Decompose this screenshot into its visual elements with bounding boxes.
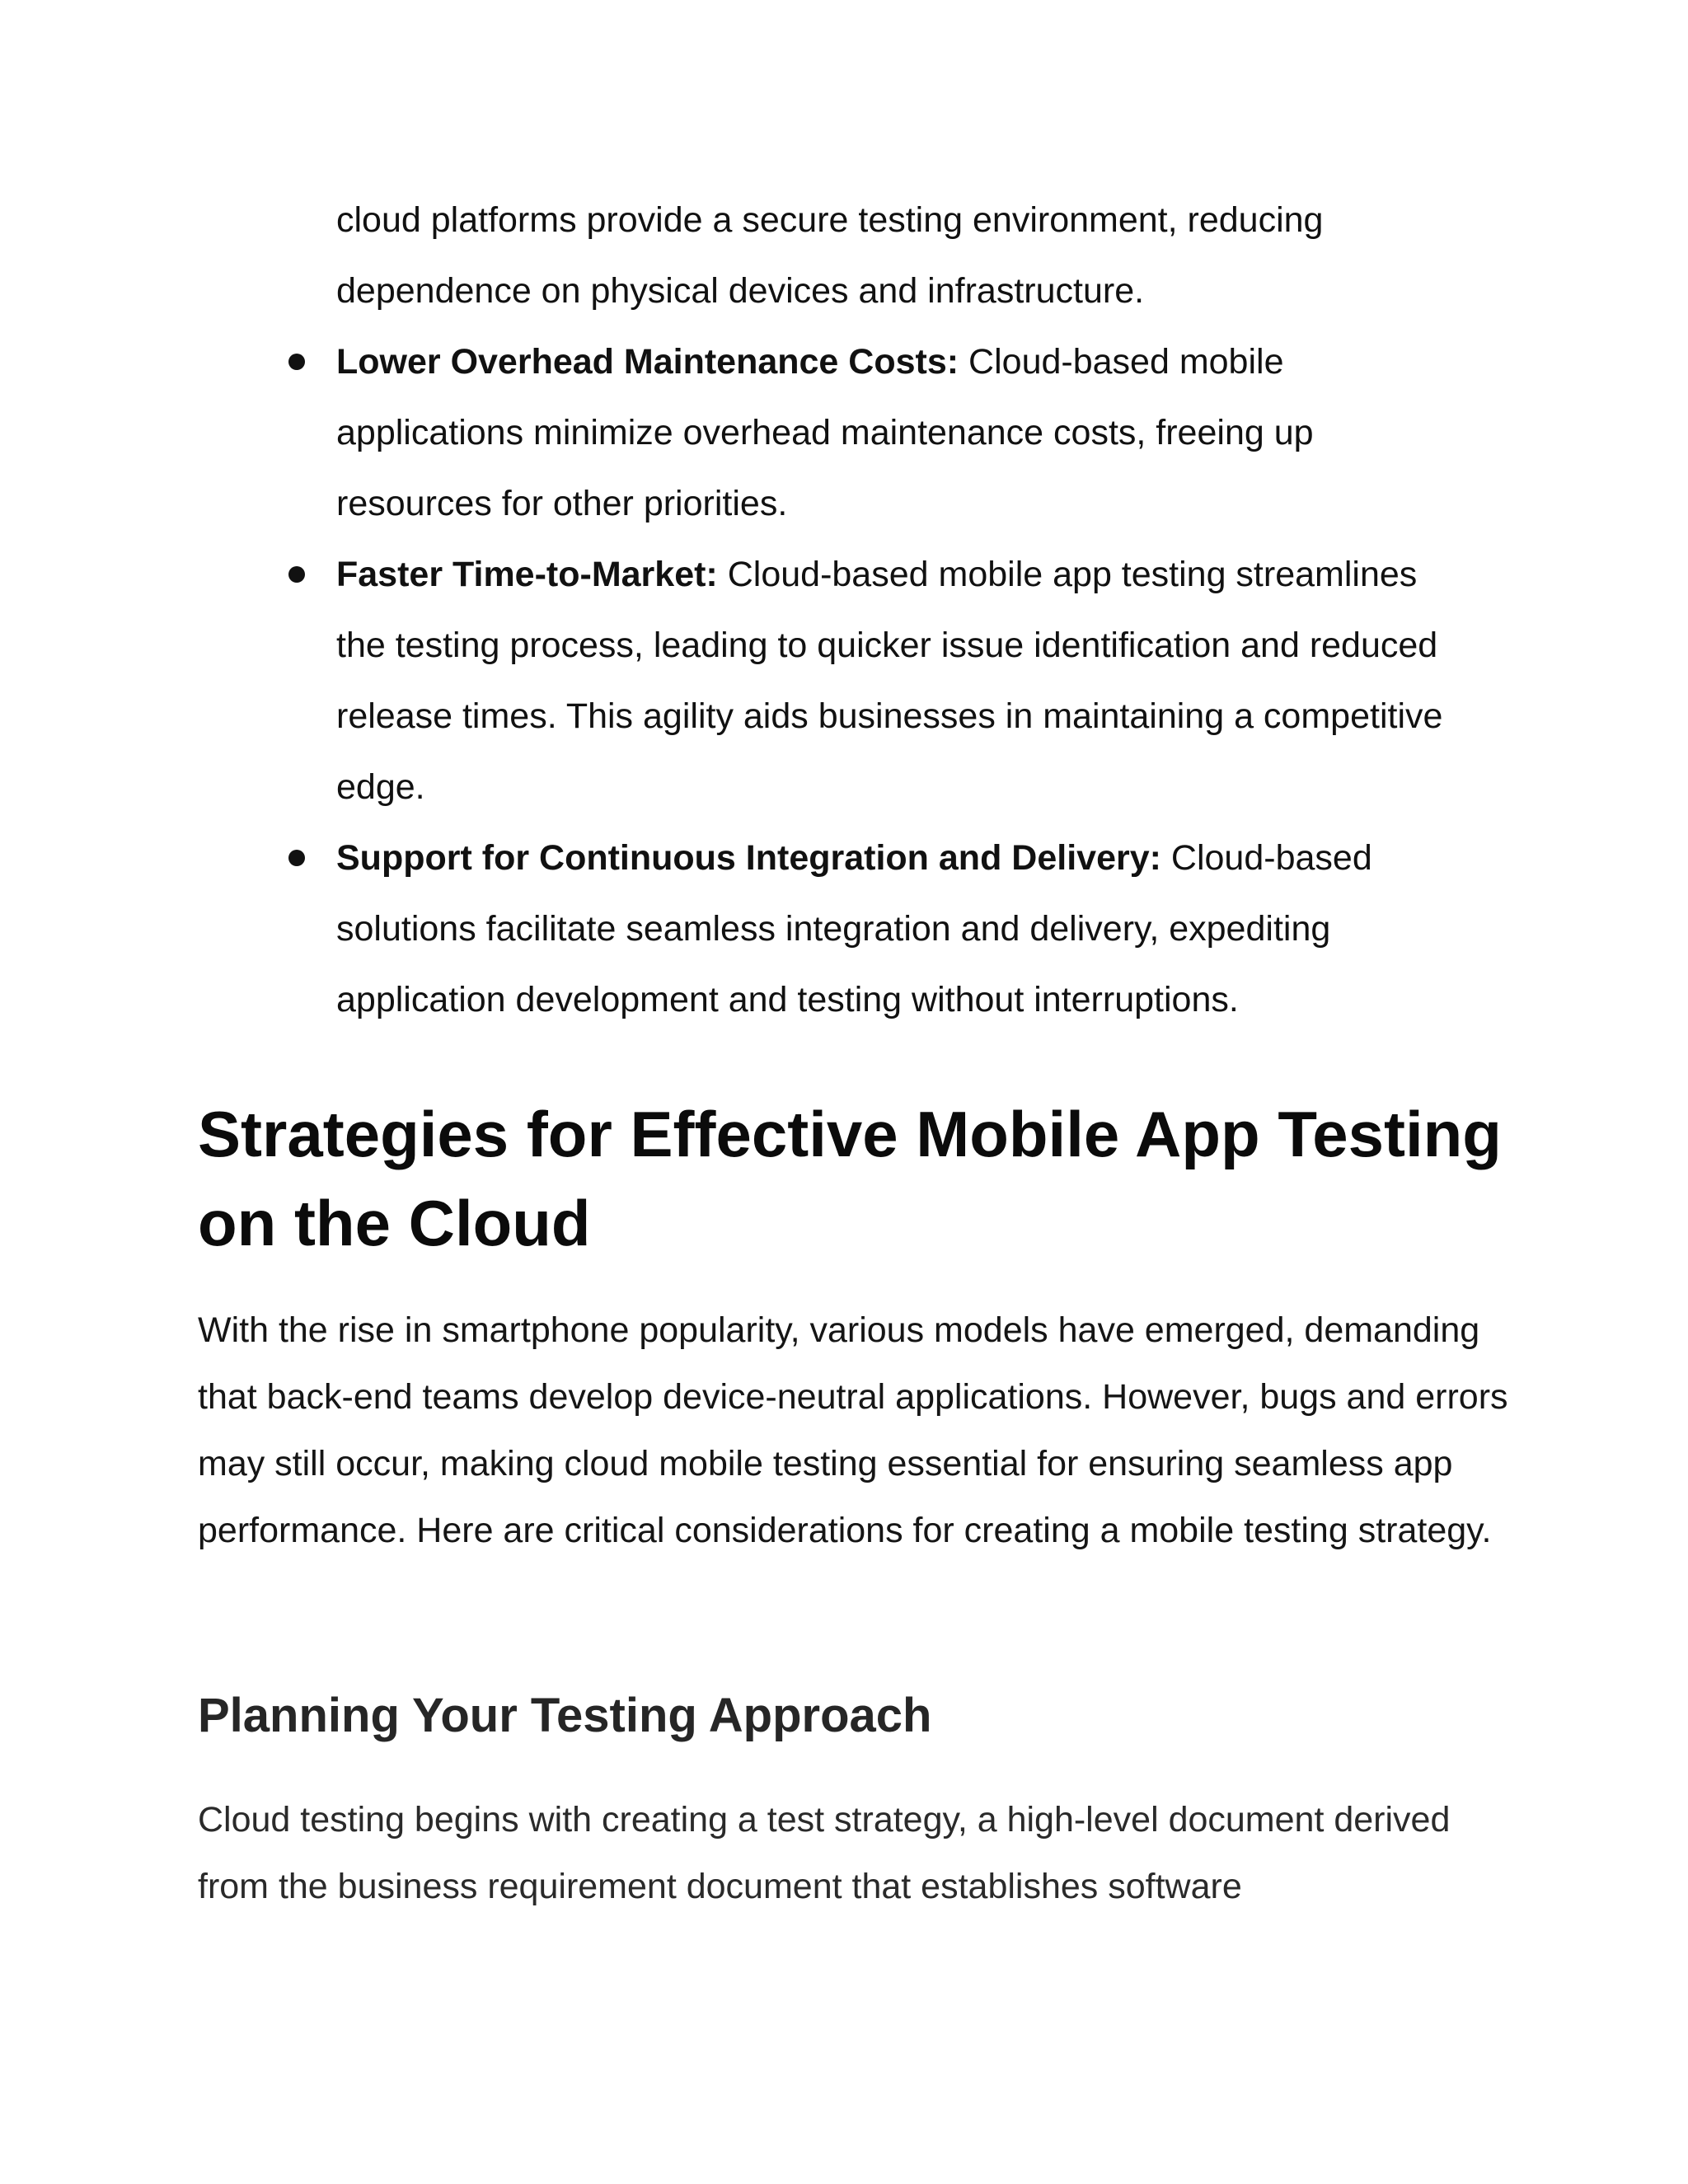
section-heading: Strategies for Effective Mobile App Testing on the Cloud [198,1098,1502,1259]
bullet-icon [288,354,305,370]
benefits-list [0,326,1688,1035]
list-item [0,823,1474,1035]
section-paragraph: With the rise in smartphone popularity, various models have emerged, demanding that back-end teams develop device-neutral applications. However, bugs and errors may still occur, making cloud mobile testing essential for ensuring seamless app performance. Here are critical considerations for creating a mobile testing strategy. [198,1310,1508,1550]
continuation-line-2: dependence on physical devices and infrastructure. [336,271,1145,311]
bullet-text: Cloud-based solutions facilitate seamless integration and delivery, expediting application development and testing without interruptions. [336,838,1372,1019]
list-item [0,326,1474,539]
bullet-term: Faster Time-to-Market: [336,555,718,594]
continuation-line-1: cloud platforms provide a secure testing environment, reducing [336,200,1324,240]
subsection-paragraph: Cloud testing begins with creating a test strategy, a high-level document derived from the business requirement document that establishes software [198,1800,1451,1906]
bullet-text: Cloud-based mobile applications minimize overhead maintenance costs, freeing up resources for other priorities. [336,342,1314,523]
bullet-text: Cloud-based mobile app testing streamlines the testing process, leading to quicker issue identification and reduced release times. This agility aids businesses in maintaining a competitive edge. [336,555,1443,807]
list-item [0,539,1474,823]
bullet-term: Support for Continuous Integration and Delivery: [336,838,1161,878]
subsection-heading: Planning Your Testing Approach [198,1689,932,1742]
bullet-term: Lower Overhead Maintenance Costs: [336,342,959,382]
bullet-icon [288,850,305,866]
bullet-icon [288,566,305,583]
